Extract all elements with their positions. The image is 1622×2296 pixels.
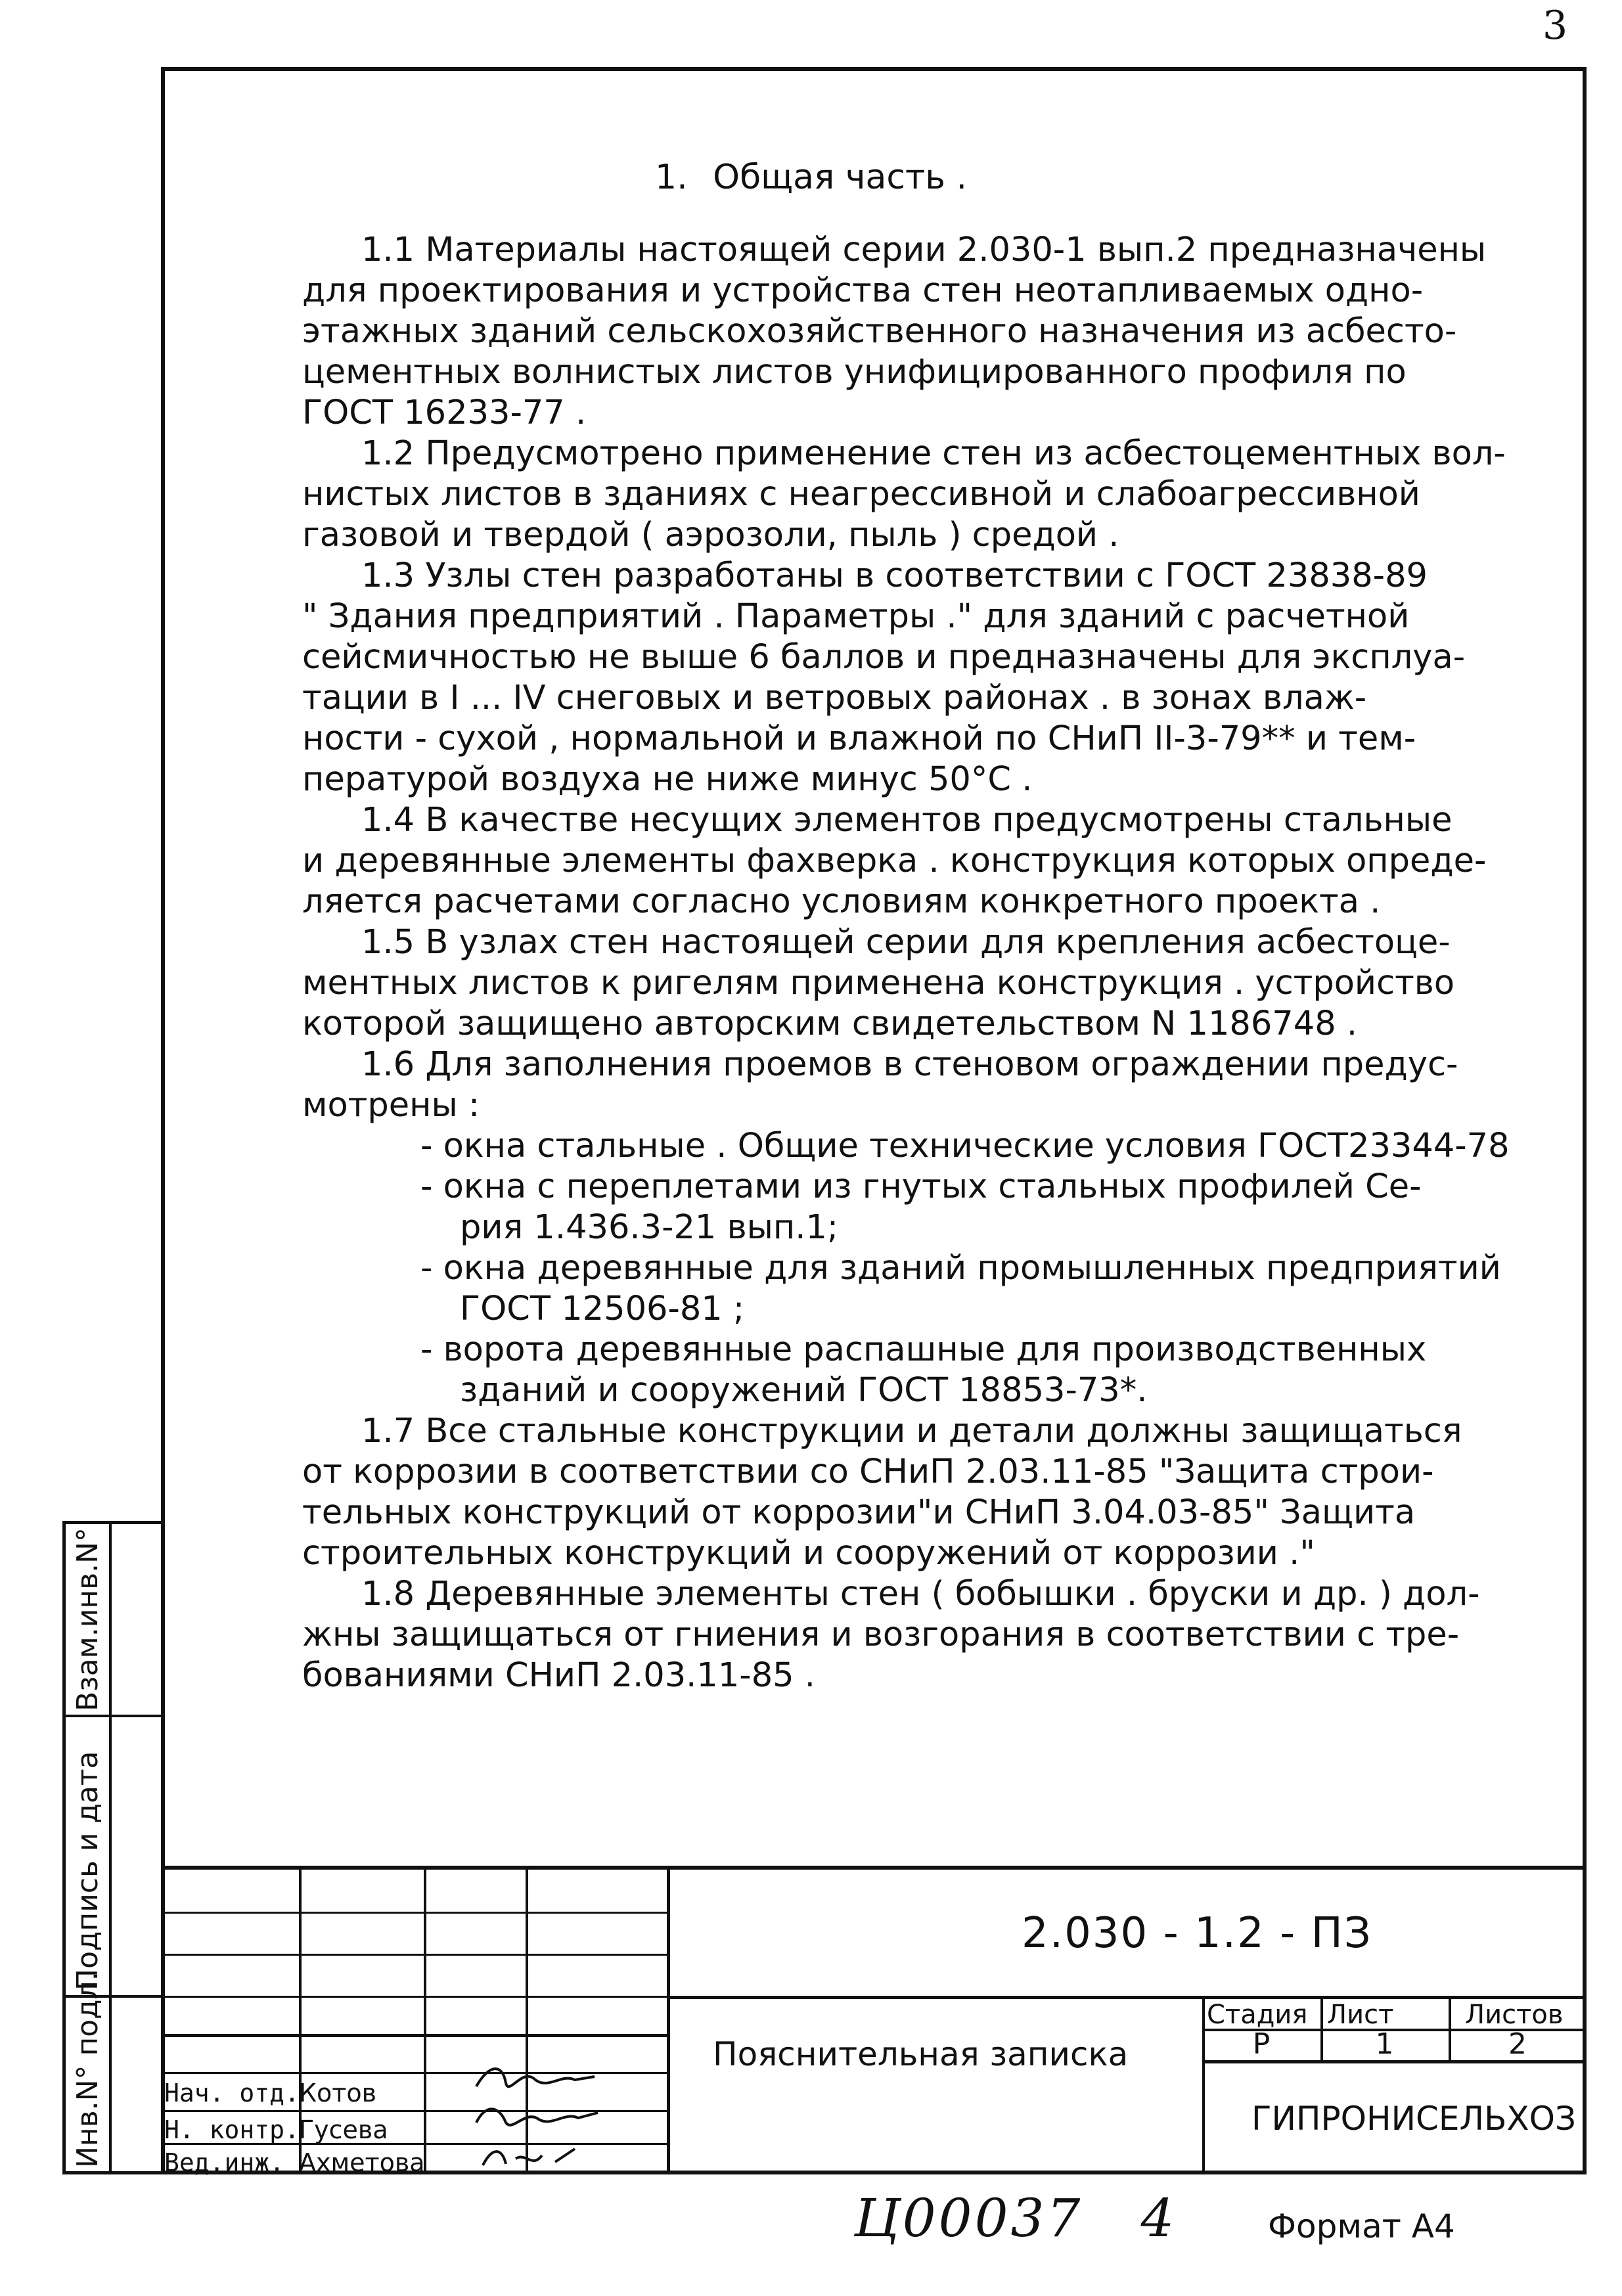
document-title: Пояснительная записка [713,2035,1129,2073]
section-heading [0,158,1622,197]
body-line: мотрены : [302,1086,480,1125]
body-line: пературой воздуха не ниже минус 50°С . [302,760,1033,799]
signature-2-icon [470,2100,601,2139]
page-format: Формат А4 [1268,2207,1455,2245]
body-line: 1.3 Узлы стен разработаны в соответствии с ГОСТ 23838-89 [361,556,1428,595]
body-line: бованиями СНиП 2.03.11-85 . [302,1656,816,1695]
body-line: от коррозии в соответствии со СНиП 2.03.11-85 "Защита строи- [302,1452,1434,1491]
body-line: ГОСТ 12506-81 ; [460,1290,745,1328]
body-line: для проектирования и устройства стен неотапливаемых одно- [302,271,1424,310]
body-line: 1.2 Предусмотрено применение стен из асбестоцементных вол- [361,434,1506,473]
sheets-label: Листов [1465,2000,1564,2030]
body-line: ментных листов к ригелям применена конструкция . устройство [302,964,1455,1002]
body-text [302,230,1550,1696]
body-line: 1.4 В качестве несущих элементов предусмотрены стальные [361,801,1453,840]
body-line: цементных волнистых листов унифицированного профиля по [302,353,1407,392]
document-designation: 2.030 - 1.2 - ПЗ [1022,1909,1372,1958]
body-line: сейсмичностью не выше 6 баллов и предназначены для эксплуа- [302,638,1466,677]
inv-original-label: Инв.N° подл. [71,1971,104,2168]
side-stamp [62,1521,161,2174]
body-line: строительных конструкций и сооружений от коррозии ." [302,1534,1315,1573]
vzam-inv-label: Взам.инв.N° [71,1527,104,1711]
body-line: которой защищено авторским свидетельством N 1186748 . [302,1004,1358,1043]
stage-label: Стадия [1207,2000,1308,2030]
body-line: ности - сухой , нормальной и влажной по СНиП II-3-79** и тем- [302,719,1416,758]
body-line: - окна с переплетами из гнутых стальных профилей Се- [420,1167,1422,1206]
body-line: " Здания предприятий . Параметры ." для зданий с расчетной [302,597,1410,636]
body-line: жны защищаться от гниения и возгорания в соответствии с тре- [302,1615,1460,1654]
signature-1-icon [470,2060,601,2100]
body-line: - окна деревянные для зданий промышленных предприятий [420,1249,1501,1288]
title-block [161,1866,1587,2178]
body-line: этажных зданий сельскохозяйственного назначения из асбесто- [302,312,1457,351]
sheet-value: 1 [1375,2027,1394,2061]
body-line: 1.6 Для заполнения проемов в стеновом ограждении предус- [361,1045,1458,1084]
body-line: 1.1 Материалы настоящей серии 2.030-1 вып.2 предназначены [361,231,1487,269]
archive-code: Ц00037 4 [854,2188,1177,2249]
role-norm-control: Н. контр. [164,2115,300,2144]
body-line: 1.7 Все стальные конструкции и детали должны защищаться [361,1412,1462,1451]
sheet-label: Лист [1327,2000,1394,2030]
body-line: и деревянные элементы фахверка . конструкция которых опреде- [302,842,1487,880]
body-line: тации в I ... IV снеговых и ветровых районах . в зонах влаж- [302,679,1367,717]
body-line: - окна стальные . Общие технические условия ГОСТ23344-78 [420,1127,1510,1165]
section-title: Общая часть . [713,158,967,197]
signature-3-icon [470,2139,601,2175]
body-line: - ворота деревянные распашные для производственных [420,1330,1427,1369]
role-lead-engineer: Вед.инж. [164,2148,285,2177]
role-head-dept: Нач. отд. [164,2079,300,2107]
body-line: 1.5 В узлах стен настоящей серии для крепления асбестоце- [361,923,1451,962]
body-line: газовой и твердой ( аэрозоли, пыль ) средой . [302,516,1119,554]
name-lead-engineer: Ахметова [299,2148,425,2177]
section-number: 1. [655,158,688,197]
signature-date-label: Подпись и дата [71,1751,104,1991]
stage-value: Р [1252,2027,1271,2061]
sheets-value: 2 [1508,2027,1527,2061]
body-line: ляется расчетами согласно условиям конкретного проекта . [302,882,1381,921]
body-line: зданий и сооружений ГОСТ 18853-73*. [460,1371,1148,1410]
body-line: 1.8 Деревянные элементы стен ( бобышки . бруски и др. ) дол- [361,1575,1480,1613]
name-head-dept: Котов [299,2079,377,2107]
body-line: нистых листов в зданиях с неагрессивной и слабоагрессивной [302,475,1420,514]
organization-name: ГИПРОНИСЕЛЬХОЗ [1251,2100,1577,2138]
page-number: 3 [1543,3,1568,49]
name-norm-control: Гусева [299,2115,388,2144]
body-line: рия 1.436.3-21 вып.1; [460,1208,839,1247]
body-line: тельных конструкций от коррозии"и СНиП 3.04.03-85" Защита [302,1493,1416,1532]
body-line: ГОСТ 16233-77 . [302,394,587,432]
